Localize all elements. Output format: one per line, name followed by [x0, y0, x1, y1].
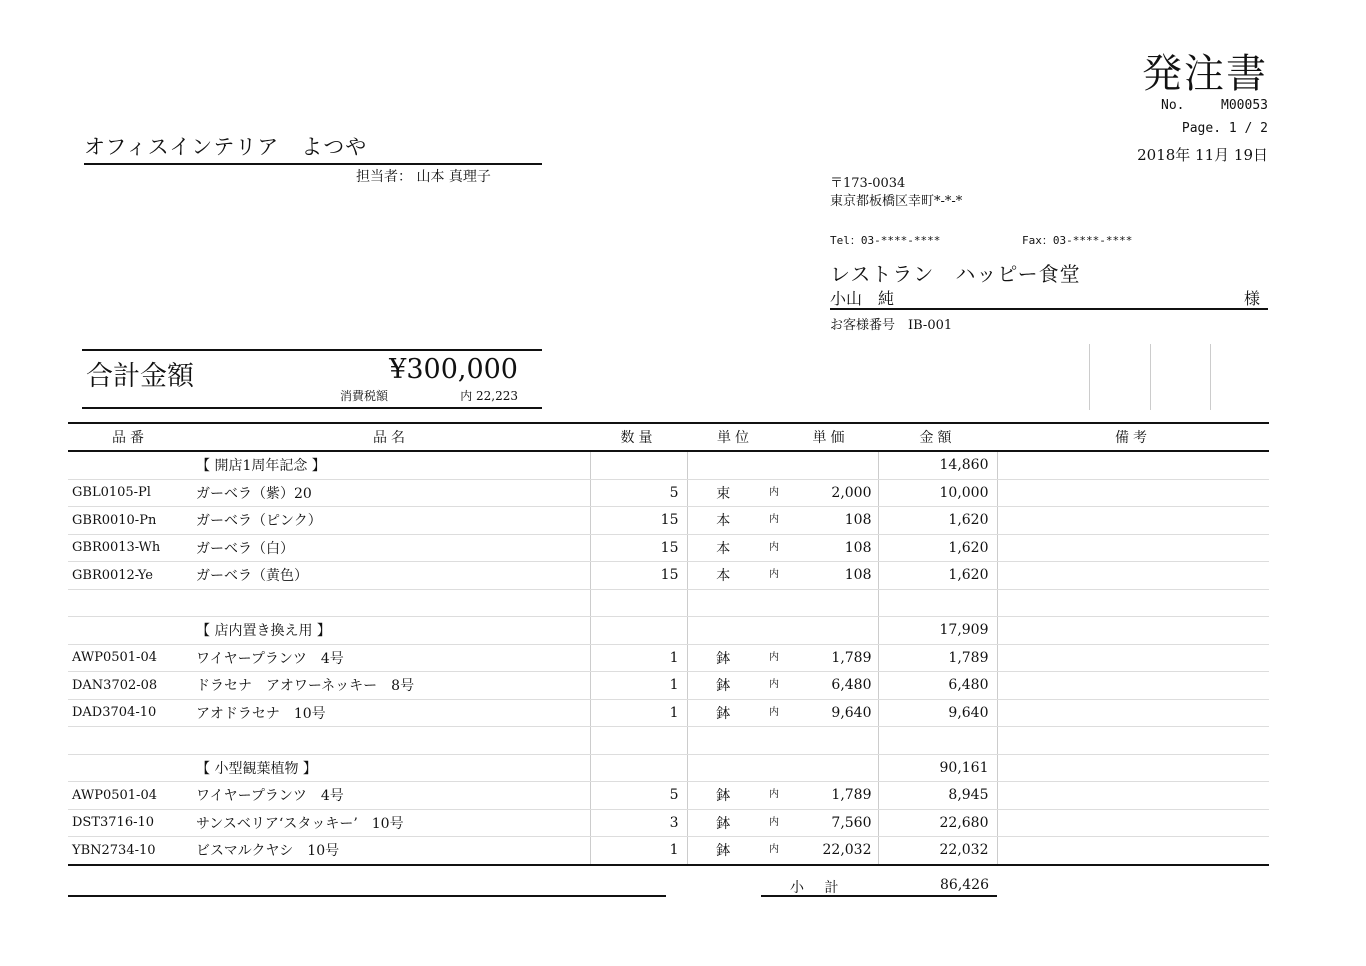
- item-amount: 10,000: [878, 479, 997, 507]
- total-top-rule: [82, 349, 542, 351]
- item-unit-price: [783, 451, 878, 479]
- item-code: AWP0501-04: [68, 782, 192, 810]
- table-row: [68, 837, 1269, 865]
- header-amount: 金額: [878, 423, 997, 451]
- tax-value: 内 22,223: [460, 389, 518, 403]
- item-qty: 1: [590, 837, 687, 865]
- item-name: [192, 727, 590, 755]
- item-note: [997, 727, 1269, 755]
- stamp-box: [1090, 344, 1151, 410]
- item-code: GBR0012-Ye: [68, 562, 192, 590]
- item-name: ガーベラ（紫）20: [192, 479, 590, 507]
- item-code: [68, 589, 192, 617]
- item-name: [192, 589, 590, 617]
- item-note: [997, 507, 1269, 535]
- item-unit-price: 2,000: [783, 479, 878, 507]
- item-unit-price: 6,480: [783, 672, 878, 700]
- item-tax-flag: 内: [769, 541, 779, 553]
- customer-number: お客様番号 IB-001: [830, 318, 953, 333]
- recipient-honorific: 様: [1243, 289, 1260, 308]
- item-tax-flag: 内: [769, 651, 779, 663]
- item-code: DST3716-10: [68, 809, 192, 837]
- item-amount: 1,620: [878, 507, 997, 535]
- item-unit-cell: [687, 699, 783, 727]
- total-bottom-rule: [82, 407, 542, 409]
- item-unit: 鉢: [716, 788, 731, 805]
- order-items-table: [68, 422, 1269, 866]
- item-unit-cell: [687, 507, 783, 535]
- table-row: [68, 809, 1269, 837]
- item-unit-price: 1,789: [783, 782, 878, 810]
- header-qty: 数量: [590, 423, 687, 451]
- recipient-fax: Fax：03-****-****: [1022, 234, 1133, 247]
- table-row: [68, 562, 1269, 590]
- item-name: ワイヤープランツ 4号: [192, 644, 590, 672]
- item-name: アオドラセナ 10号: [192, 699, 590, 727]
- stamp-box: [1210, 344, 1270, 410]
- item-unit-price: 1,789: [783, 644, 878, 672]
- header-price: 単価: [783, 423, 878, 451]
- item-name: ガーベラ（白）: [192, 534, 590, 562]
- page-indicator: Page. 1 / 2: [1181, 121, 1268, 136]
- recipient-tel: Tel：03-****-****: [830, 234, 941, 247]
- recipient-contact: 小山 純: [830, 289, 895, 308]
- item-qty: 1: [590, 699, 687, 727]
- tax-label: 消費税額: [340, 389, 389, 403]
- table-row: [68, 507, 1269, 535]
- item-unit: 鉢: [716, 815, 731, 832]
- item-qty: 5: [590, 479, 687, 507]
- item-code: [68, 727, 192, 755]
- item-unit-price: [783, 754, 878, 782]
- item-qty: [590, 727, 687, 755]
- item-unit-cell: [687, 837, 783, 865]
- item-amount: 1,620: [878, 562, 997, 590]
- table-row: [68, 672, 1269, 700]
- item-amount: 22,032: [878, 837, 997, 865]
- item-qty: 15: [590, 534, 687, 562]
- header-note: 備考: [997, 423, 1269, 451]
- item-unit-cell: [687, 479, 783, 507]
- item-name: 【 小型観葉植物 】: [192, 754, 590, 782]
- item-unit-price: [783, 589, 878, 617]
- item-unit: 束: [716, 485, 731, 502]
- item-unit-price: [783, 727, 878, 755]
- item-code: [68, 617, 192, 645]
- item-note: [997, 589, 1269, 617]
- item-unit-cell: [687, 534, 783, 562]
- item-amount: [878, 589, 997, 617]
- item-unit-price: 7,560: [783, 809, 878, 837]
- item-tax-flag: 内: [769, 816, 779, 828]
- item-name: ワイヤープランツ 4号: [192, 782, 590, 810]
- item-name: ガーベラ（黄色）: [192, 562, 590, 590]
- item-qty: [590, 617, 687, 645]
- item-unit-price: 108: [783, 534, 878, 562]
- total-value: ¥300,000: [389, 354, 518, 385]
- table-row: [68, 782, 1269, 810]
- total-label: 合計金額: [86, 361, 194, 392]
- item-name: ビスマルクヤシ 10号: [192, 837, 590, 865]
- item-amount: [878, 727, 997, 755]
- item-qty: [590, 754, 687, 782]
- table-row: [68, 699, 1269, 727]
- table-row: [68, 451, 1269, 479]
- supplier-name: オフィスインテリア よつや: [84, 131, 542, 165]
- item-name: サンスベリア‘スタッキー’ 10号: [192, 809, 590, 837]
- item-qty: [590, 589, 687, 617]
- item-code: DAD3704-10: [68, 699, 192, 727]
- item-tax-flag: 内: [769, 789, 779, 800]
- item-name: ガーベラ（ピンク）: [192, 507, 590, 535]
- item-code: DAN3702-08: [68, 672, 192, 700]
- subtotal-label: 小 計: [790, 880, 847, 896]
- item-tax-flag: 内: [769, 514, 779, 525]
- item-note: [997, 451, 1269, 479]
- item-name: 【 店内置き換え用 】: [192, 617, 590, 645]
- item-code: YBN2734-10: [68, 837, 192, 865]
- item-qty: 1: [590, 672, 687, 700]
- item-amount: 90,161: [878, 754, 997, 782]
- item-note: [997, 534, 1269, 562]
- item-unit-price: [783, 617, 878, 645]
- item-unit-cell: [687, 617, 783, 645]
- item-qty: 1: [590, 644, 687, 672]
- item-code: GBL0105-Pl: [68, 479, 192, 507]
- item-note: [997, 617, 1269, 645]
- item-code: GBR0013-Wh: [68, 534, 192, 562]
- subtotal-rule: [761, 895, 997, 897]
- item-unit-cell: [687, 727, 783, 755]
- supplier-staff: 担当者： 山本 真理子: [356, 169, 491, 185]
- item-unit: 鉢: [716, 843, 731, 860]
- order-number-label: No.: [1161, 98, 1185, 113]
- table-row: [68, 644, 1269, 672]
- table-row: [68, 479, 1269, 507]
- item-unit-price: 108: [783, 562, 878, 590]
- item-note: [997, 644, 1269, 672]
- item-qty: 15: [590, 507, 687, 535]
- item-amount: 1,789: [878, 644, 997, 672]
- item-unit: 本: [716, 540, 731, 557]
- item-tax-flag: 内: [769, 486, 779, 498]
- header-code: 品番: [68, 423, 192, 451]
- item-unit: 本: [716, 513, 731, 530]
- item-name: ドラセナ アオワーネッキー 8号: [192, 672, 590, 700]
- recipient-address: 東京都板橋区幸町*-*-*: [830, 194, 963, 209]
- subtotal-left-rule: [68, 895, 666, 897]
- stamp-box: [1150, 344, 1211, 410]
- item-amount: 1,620: [878, 534, 997, 562]
- item-tax-flag: 内: [769, 706, 779, 718]
- item-code: GBR0010-Pn: [68, 507, 192, 535]
- item-amount: 14,860: [878, 451, 997, 479]
- item-unit-cell: [687, 754, 783, 782]
- table-row: [68, 727, 1269, 755]
- order-number: [1161, 98, 1268, 113]
- item-tax-flag: 内: [769, 679, 779, 690]
- item-note: [997, 479, 1269, 507]
- approval-stamp-boxes: [1089, 344, 1270, 410]
- item-amount: 22,680: [878, 809, 997, 837]
- item-note: [997, 782, 1269, 810]
- item-note: [997, 562, 1269, 590]
- item-qty: 3: [590, 809, 687, 837]
- item-code: [68, 754, 192, 782]
- table-row: [68, 754, 1269, 782]
- item-tax-flag: 内: [769, 844, 779, 855]
- item-note: [997, 837, 1269, 865]
- item-unit-cell: [687, 644, 783, 672]
- item-unit: 鉢: [716, 705, 731, 722]
- item-unit-price: 9,640: [783, 699, 878, 727]
- item-amount: 17,909: [878, 617, 997, 645]
- item-tax-flag: 内: [769, 569, 779, 580]
- item-unit-price: 108: [783, 507, 878, 535]
- table-row: [68, 617, 1269, 645]
- item-unit-cell: [687, 782, 783, 810]
- item-amount: 9,640: [878, 699, 997, 727]
- order-date: 2018年 11月 19日: [1137, 146, 1268, 164]
- item-unit: 鉢: [716, 650, 731, 667]
- item-unit: 本: [716, 568, 731, 585]
- recipient-zip: 〒173-0034: [830, 176, 906, 191]
- item-unit-cell: [687, 809, 783, 837]
- header-unit: 単位: [687, 423, 783, 451]
- item-note: [997, 672, 1269, 700]
- item-qty: 15: [590, 562, 687, 590]
- recipient-name: レストラン ハッピー食堂: [830, 262, 1081, 286]
- item-note: [997, 699, 1269, 727]
- order-number-value: M00053: [1221, 98, 1268, 113]
- item-amount: 8,945: [878, 782, 997, 810]
- item-unit: 鉢: [716, 678, 731, 695]
- item-qty: [590, 451, 687, 479]
- table-row: [68, 534, 1269, 562]
- item-code: [68, 451, 192, 479]
- item-unit-cell: [687, 672, 783, 700]
- table-header-row: [68, 423, 1269, 451]
- item-unit-cell: [687, 562, 783, 590]
- item-amount: 6,480: [878, 672, 997, 700]
- item-unit-price: 22,032: [783, 837, 878, 865]
- item-code: AWP0501-04: [68, 644, 192, 672]
- item-unit-cell: [687, 451, 783, 479]
- item-note: [997, 809, 1269, 837]
- recipient-contact-row: [830, 286, 1268, 310]
- item-note: [997, 754, 1269, 782]
- item-qty: 5: [590, 782, 687, 810]
- table-row: [68, 589, 1269, 617]
- header-name: 品名: [192, 423, 590, 451]
- item-unit-cell: [687, 589, 783, 617]
- item-name: 【 開店1周年記念 】: [192, 451, 590, 479]
- subtotal-value: 86,426: [940, 877, 989, 893]
- document-title: 発注書: [1142, 51, 1268, 97]
